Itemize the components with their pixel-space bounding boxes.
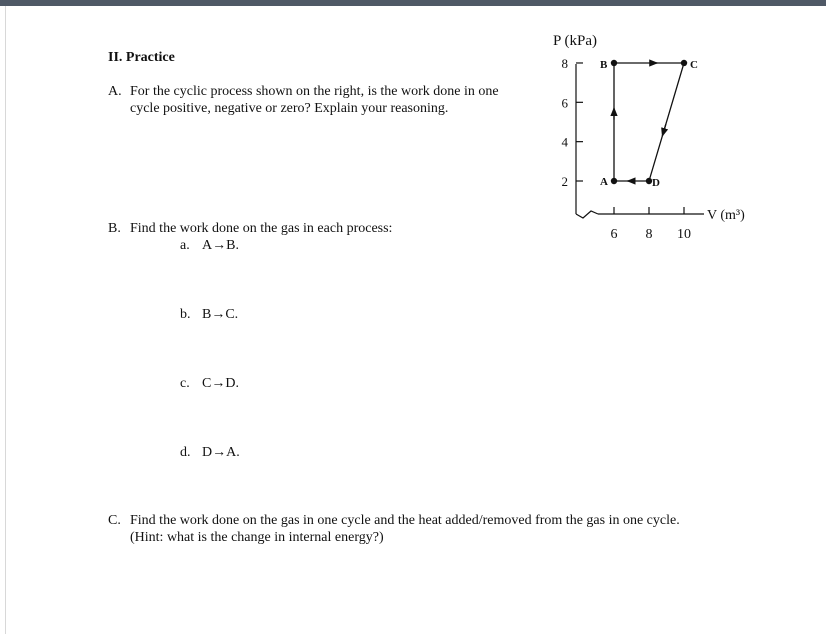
point-label-C: C bbox=[690, 58, 698, 71]
item-text: D→A. bbox=[202, 445, 240, 460]
y-tick-label: 4 bbox=[561, 134, 568, 150]
part-c-line2: (Hint: what is the change in internal energy?) bbox=[130, 530, 384, 545]
point-label-D: D bbox=[652, 177, 660, 189]
item-label: b. bbox=[180, 307, 191, 322]
item-label: c. bbox=[180, 376, 190, 391]
part-a-text1: For the cyclic process shown on the right, is the work done in one bbox=[130, 84, 499, 99]
y-axis-label: P (kPa) bbox=[552, 33, 598, 49]
section-title: II. Practice bbox=[108, 50, 175, 65]
item-label: a. bbox=[180, 238, 190, 253]
point-label-A: A bbox=[600, 176, 608, 188]
point-B bbox=[611, 60, 617, 66]
axes bbox=[576, 64, 704, 218]
part-c-label: C. bbox=[108, 513, 121, 528]
x-tick-label: 8 bbox=[645, 227, 653, 242]
item-text: B→C. bbox=[202, 307, 239, 322]
part-b-label: B. bbox=[108, 221, 121, 236]
item-text: A→B. bbox=[202, 238, 239, 253]
y-tick-label: 2 bbox=[561, 174, 568, 189]
part-c-text1: Find the work done on the gas in one cycle and the heat added/removed from the gas in one cycle. bbox=[130, 513, 680, 528]
point-C bbox=[681, 60, 687, 66]
process-C-D bbox=[649, 63, 684, 181]
arrow-C-D bbox=[662, 124, 666, 136]
item-label: d. bbox=[180, 445, 191, 460]
y-tick-label: 8 bbox=[561, 55, 568, 71]
axis-break bbox=[576, 211, 598, 218]
item-text: C→D. bbox=[202, 376, 239, 391]
part-a-line2: cycle positive, negative or zero? Explain your reasoning. bbox=[130, 101, 449, 116]
part-a-label: A. bbox=[108, 84, 122, 99]
part-b-text: Find the work done on the gas in each process: bbox=[130, 221, 393, 236]
point-label-B: B bbox=[600, 58, 608, 71]
x-tick-label: 10 bbox=[677, 227, 691, 242]
x-axis-label: V (m³) bbox=[707, 208, 745, 223]
point-A bbox=[611, 178, 617, 184]
y-tick-label: 6 bbox=[561, 95, 568, 111]
x-tick-label: 6 bbox=[610, 227, 618, 242]
